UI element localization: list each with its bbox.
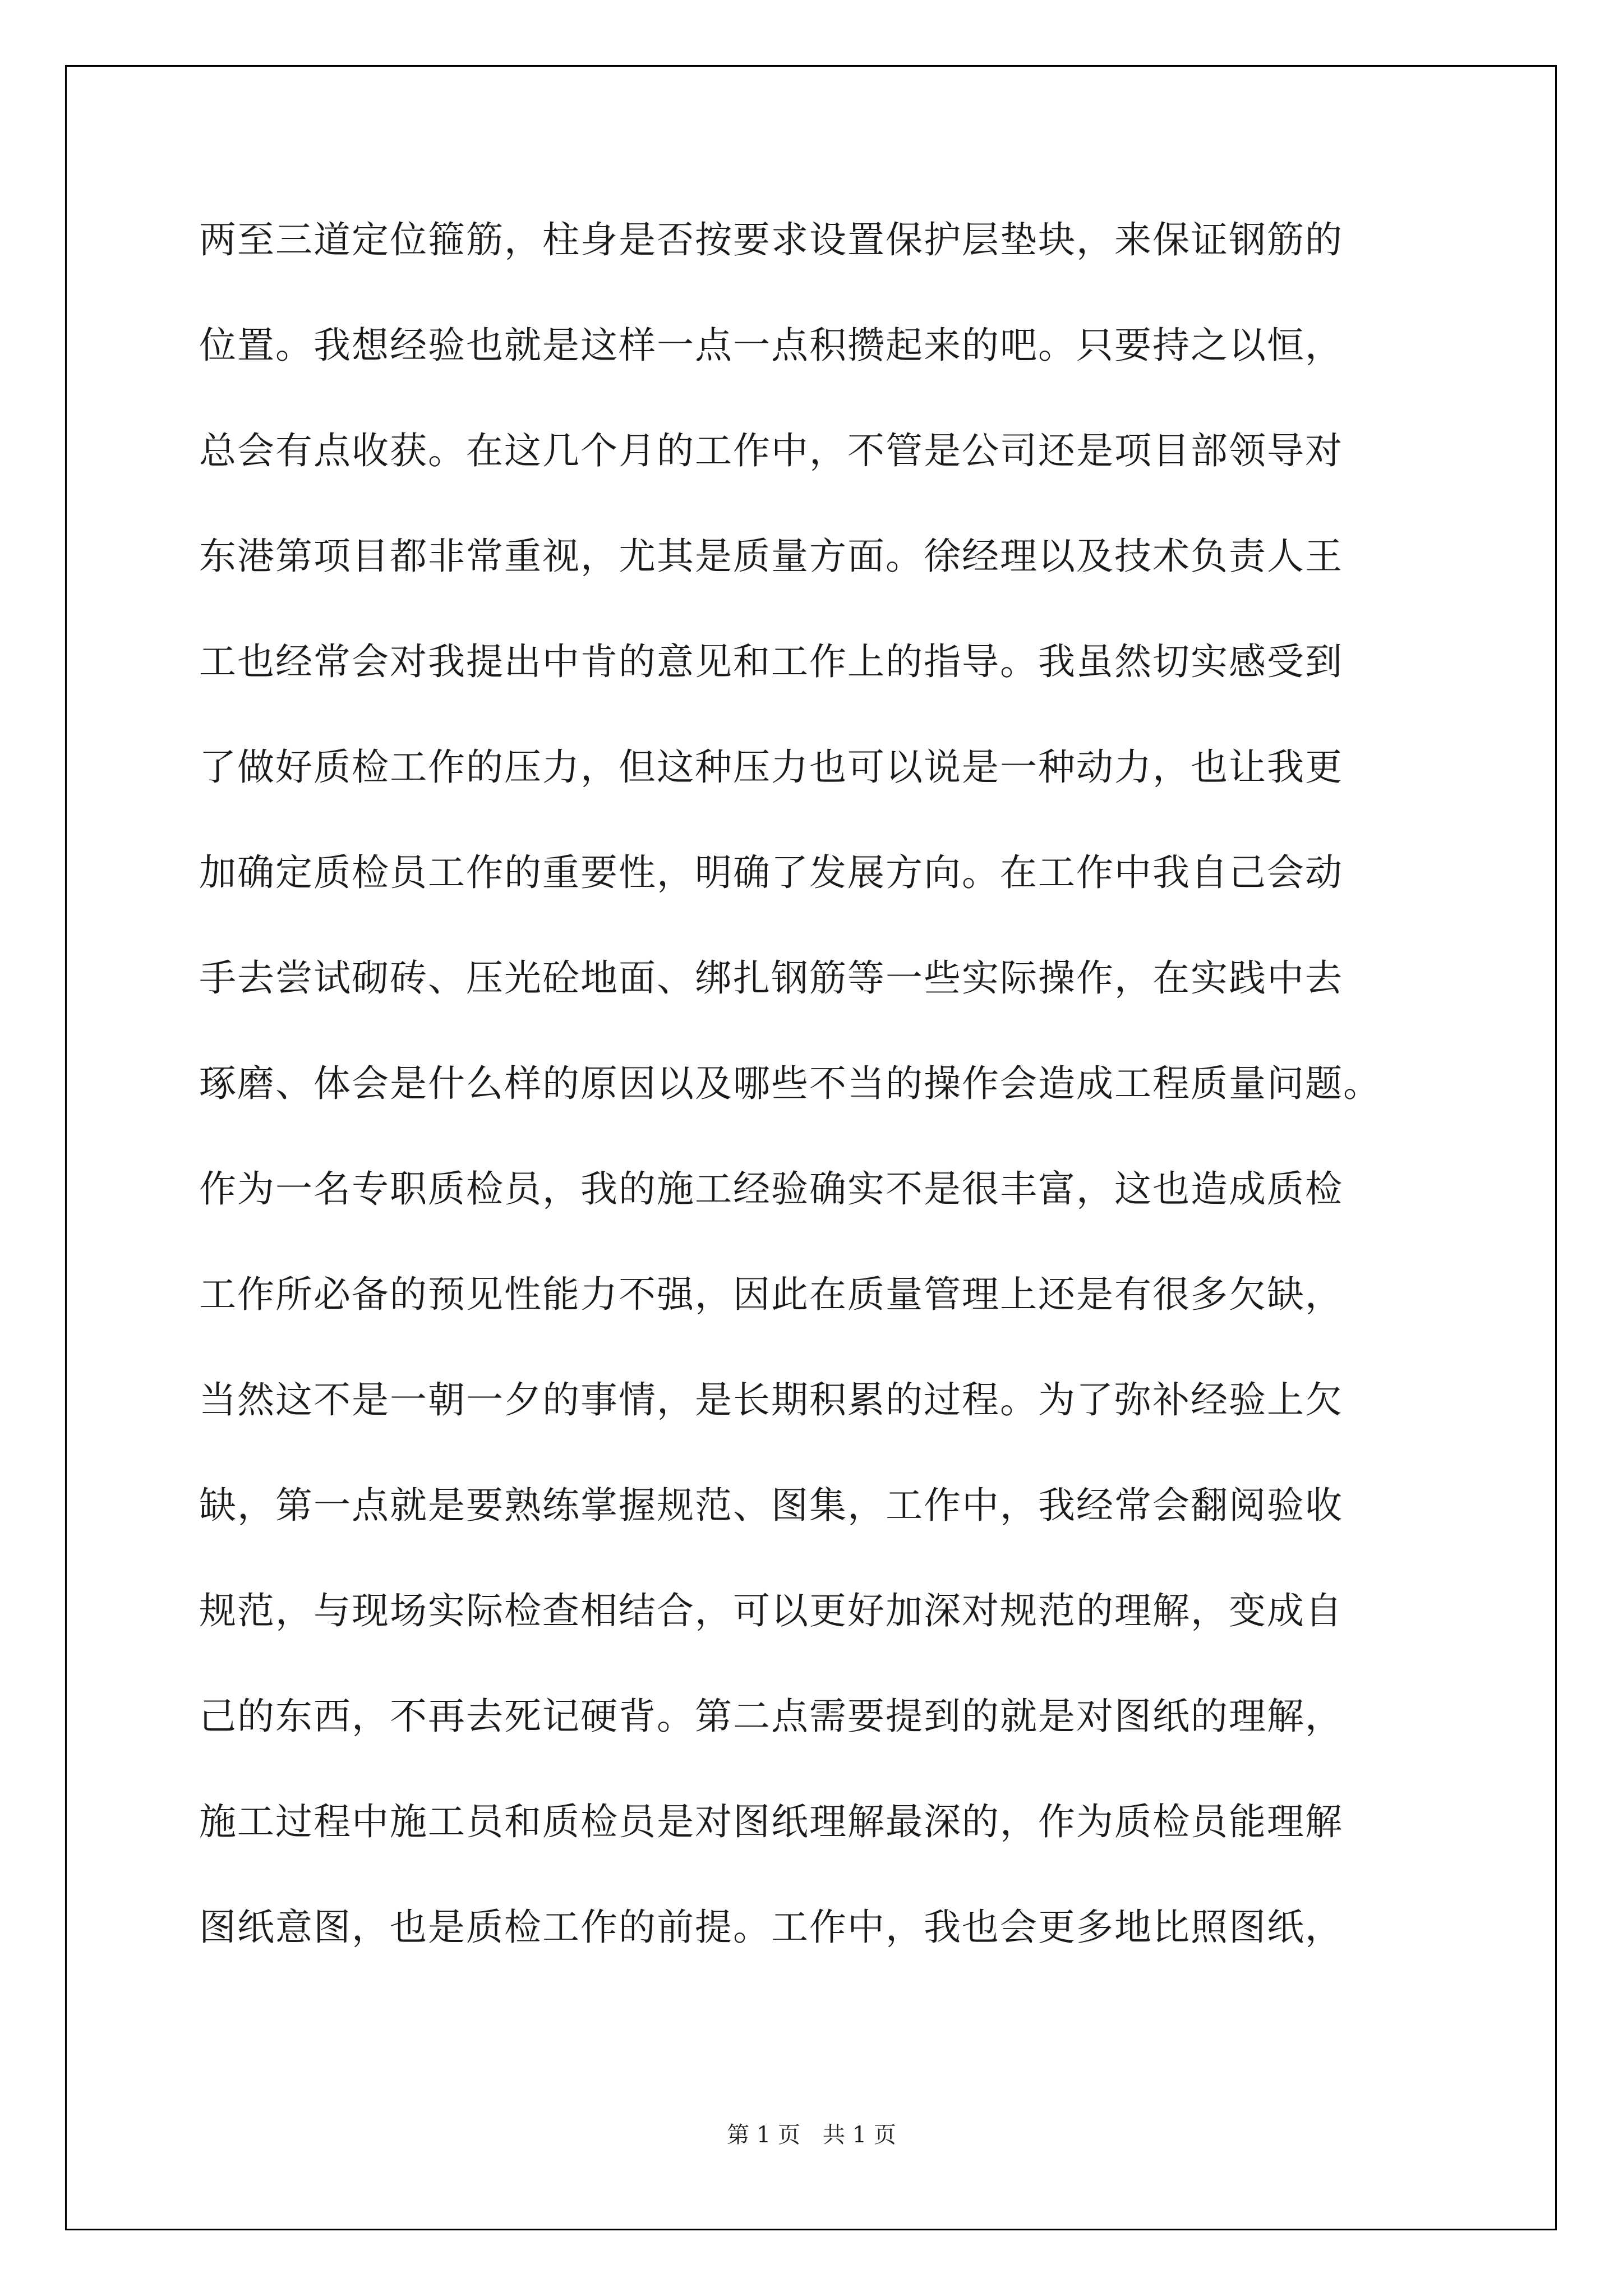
text-line-14: 规范，与现场实际检查相结合，可以更好加深对规范的理解，变成自: [199, 1589, 1343, 1632]
text-line-3: 总会有点收获。在这几个月的工作中，不管是公司还是项目部领导对: [199, 429, 1343, 472]
document-body: [199, 218, 1450, 2014]
text-line-15: 己的东西，不再去死记硬背。第二点需要提到的就是对图纸的理解，: [199, 1695, 1343, 1738]
text-line-16: 施工过程中施工员和质检员是对图纸理解最深的，作为质检员能理解: [199, 1800, 1343, 1843]
text-line-5: 工也经常会对我提出中肯的意见和工作上的指导。我虽然切实感受到: [199, 640, 1343, 683]
text-line-2: 位置。我想经验也就是这样一点一点积攒起来的吧。只要持之以恒，: [199, 324, 1343, 367]
text-line-7: 加确定质检员工作的重要性，明确了发展方向。在工作中我自己会动: [199, 851, 1343, 894]
text-line-9: 琢磨、体会是什么样的原因以及哪些不当的操作会造成工程质量问题。: [199, 1062, 1381, 1105]
text-line-11: 工作所必备的预见性能力不强，因此在质量管理上还是有很多欠缺，: [199, 1273, 1343, 1316]
text-line-12: 当然这不是一朝一夕的事情，是长期积累的过程。为了弥补经验上欠: [199, 1378, 1343, 1421]
text-line-8: 手去尝试砌砖、压光砼地面、绑扎钢筋等一些实际操作，在实践中去: [199, 956, 1343, 1000]
text-line-6: 了做好质检工作的压力，但这种压力也可以说是一种动力，也让我更: [199, 746, 1343, 789]
text-line-1: 两至三道定位箍筋，柱身是否按要求设置保护层垫块，来保证钢筋的: [199, 218, 1343, 261]
text-line-17: 图纸意图，也是质检工作的前提。工作中，我也会更多地比照图纸，: [199, 1906, 1343, 1949]
text-line-4: 东港第项目都非常重视，尤其是质量方面。徐经理以及技术负责人王: [199, 535, 1343, 578]
text-line-10: 作为一名专职质检员，我的施工经验确实不是很丰富，这也造成质检: [199, 1167, 1343, 1211]
text-line-13: 缺，第一点就是要熟练掌握规范、图集，工作中，我经常会翻阅验收: [199, 1484, 1343, 1527]
page-number-footer: 第 1 页 共 1 页: [727, 2122, 896, 2148]
